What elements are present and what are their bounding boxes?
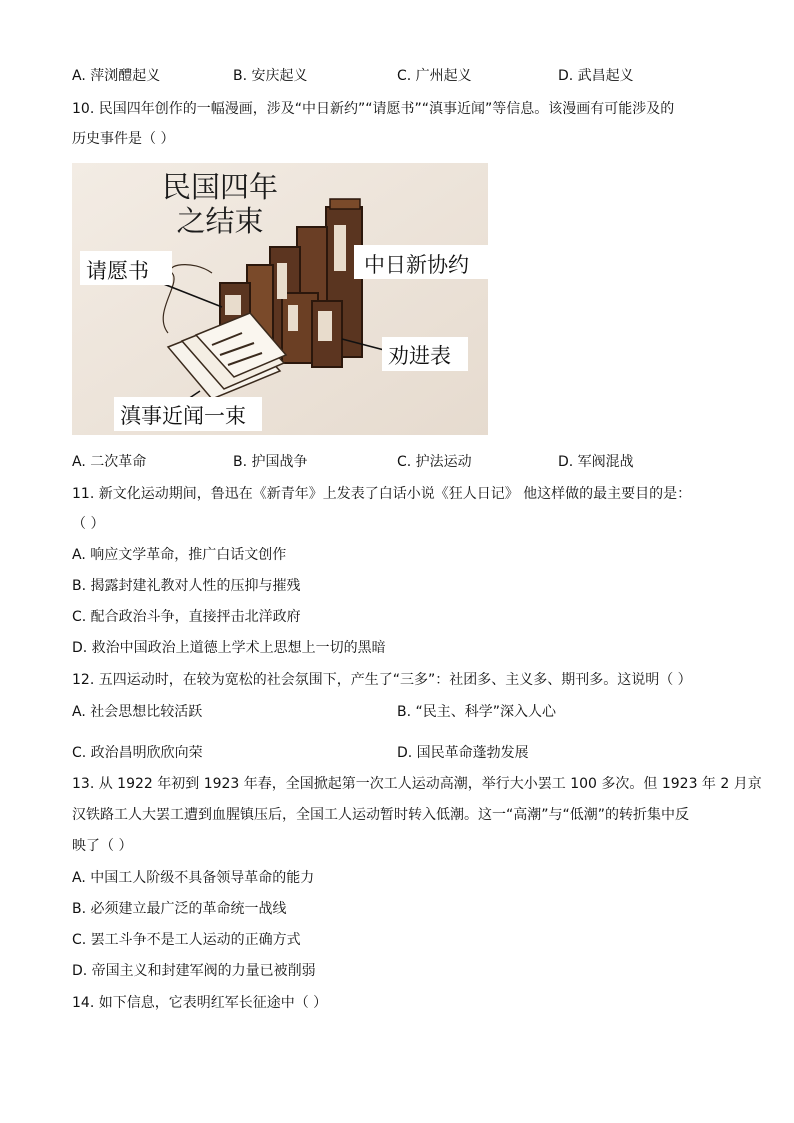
q10-stem-line-2: 历史事件是（ ） (72, 131, 175, 147)
q13-option-b: B. 必须建立最广泛的革命统一战线 (72, 901, 287, 917)
q11-option-b: B. 揭露封建礼教对人性的压抑与摧残 (72, 578, 301, 594)
q13-option-a: A. 中国工人阶级不具备领导革命的能力 (72, 870, 315, 886)
q12-option-a: A. 社会思想比较活跃 (72, 704, 203, 720)
cartoon-label-treaty: 中日新协约 (364, 253, 469, 277)
q14-stem-line-1: 14. 如下信息，它表明红军长征途中（ ） (72, 995, 328, 1011)
q11-stem-line-2: （ ） (72, 516, 105, 532)
q9-option-a: A. 萍浏醴起义 (72, 68, 161, 84)
q13-stem-line-3: 映了（ ） (72, 838, 133, 854)
q12-stem-line-1: 12. 五四运动时，在较为宽松的社会氛围下，产生了“三多”：社团多、主义多、期刊多。这说明（ ） (72, 672, 692, 688)
q9-option-b: B. 安庆起义 (233, 68, 308, 84)
q10-option-a: A. 二次革命 (72, 454, 147, 470)
q10-cartoon (72, 163, 488, 435)
q10-option-d: D. 军阀混战 (558, 454, 634, 470)
q9-option-c: C. 广州起义 (397, 68, 472, 84)
q13-option-c: C. 罢工斗争不是工人运动的正确方式 (72, 932, 301, 948)
q11-option-a: A. 响应文学革命，推广白话文创作 (72, 547, 287, 563)
q11-stem-line-1: 11. 新文化运动期间，鲁迅在《新青年》上发表了白话小说《狂人日记》 他这样做的最主要目的是： (72, 486, 692, 502)
q10-option-c: C. 护法运动 (397, 454, 472, 470)
q9-option-d: D. 武昌起义 (558, 68, 634, 84)
q10-stem-line-1: 10. 民国四年创作的一幅漫画，涉及“中日新约”“请愿书”“滇事近闻”等信息。该漫画有可能涉及的 (72, 101, 675, 117)
q11-option-d: D. 救治中国政治上道德上学术上思想上一切的黑暗 (72, 640, 386, 656)
cartoon-label-petition: 请愿书 (86, 259, 149, 283)
cartoon-label-persuasion: 劝进表 (388, 344, 451, 368)
q13-stem-line-2: 汉铁路工人大罢工遭到血腥镇压后，全国工人运动暂时转入低潮。这一“高潮”与“低潮”的转折集中反 (72, 807, 690, 823)
q11-option-c: C. 配合政治斗争，直接抨击北洋政府 (72, 609, 301, 625)
q12-option-c: C. 政治昌明欣欣向荣 (72, 745, 203, 761)
cartoon-svg (72, 163, 488, 435)
q13-option-d: D. 帝国主义和封建军阀的力量已被削弱 (72, 963, 316, 979)
q12-option-d: D. 国民革命蓬勃发展 (397, 745, 529, 761)
cartoon-title-line-1: 民国四年 (161, 170, 279, 204)
cartoon-title-line-2: 之结束 (176, 204, 264, 238)
q13-stem-line-1: 13. 从 1922 年初到 1923 年春，全国掀起第一次工人运动高潮，举行大小罢工 100 多次。但 1923 年 2 月京 (72, 776, 762, 792)
q12-option-b: B. “民主、科学”深入人心 (397, 704, 557, 720)
q10-option-b: B. 护国战争 (233, 454, 308, 470)
cartoon-label-yunnan: 滇事近闻一束 (120, 404, 246, 428)
